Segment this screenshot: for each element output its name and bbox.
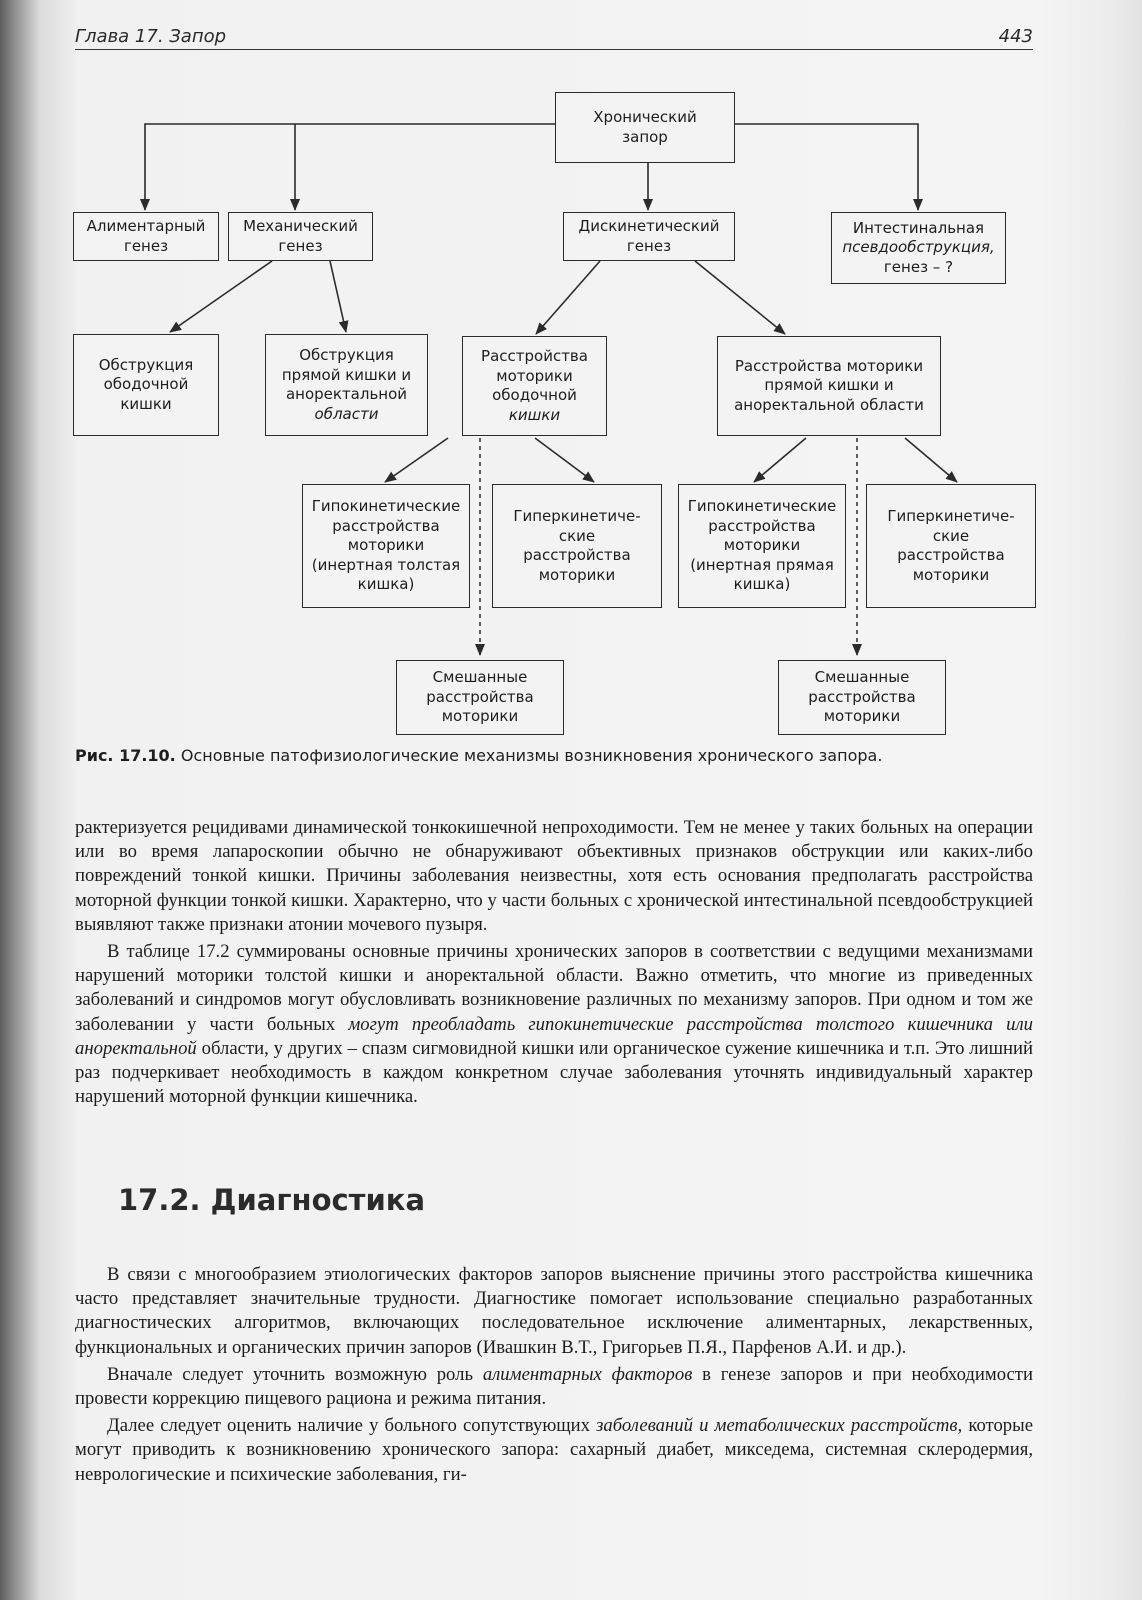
rectal-obstruction-italic: области: [314, 404, 379, 423]
body-text-lower: [75, 1263, 1033, 1487]
colon-motility-italic: кишки: [508, 405, 561, 424]
box-dyskinetic-genesis: Дискинетический генез: [563, 212, 735, 261]
colon-motility-text: Расстройства моторики ободочной: [481, 347, 588, 404]
intestinal-line-2: псевдообструкция,: [842, 238, 995, 257]
box-rectal-anorectal-motility: Расстройства моторики прямой кишки и аноректальной области: [717, 336, 941, 436]
section-heading: 17.2. Диагностика: [118, 1183, 426, 1217]
box-hypokinetic-rectum: Гипокинетические расстройства моторики (инертная прямая кишка): [678, 484, 846, 608]
box-hyperkinetic-colon: Гиперкинетиче- ские расстройства моторики: [492, 484, 662, 608]
box-chronic-constipation: Хронический запор: [555, 92, 735, 163]
paragraph-continuation: рактеризуется рецидивами динамической тонкокишечной непроходимости. Тем не менее у таких больных на операции или во время лапароскопии обычно не обнаруживают объективных признаков обструкции или каких-либо повреждений тонкой кишки. Причины заболевания неизвестны, хотя есть основания предполагать расстройства моторной функции тонкой кишки. Характерно, что у части больных с хронической интестинальной псевдообструкцией выявляют также признаки атонии мочевого пузыря.: [75, 817, 1033, 935]
box-intestinal-pseudoobstruction: [831, 212, 1006, 284]
rectal-obstruction-text: Обструкция прямой кишки и аноректальной: [281, 346, 412, 403]
box-colon-obstruction: Обструкция ободочной кишки: [73, 334, 219, 436]
box-mixed-disorders-right: Смешанные расстройства моторики: [778, 660, 946, 735]
paragraph-diagnostics-intro: В связи с многообразием этиологических факторов запоров выяснение причины этого расстройства кишечника часто представляет значительные трудности. Диагностике помогает использование специально разработанных диагностических алгоритмов, включающих последовательное исключение алиментарных, лекарственных, функциональных и органических причин запоров (Ивашкин В.Т., Григорьев П.Я., Парфенов А.И. и др.).: [75, 1264, 1033, 1358]
box-hyperkinetic-rectum: Гиперкинетиче- ские расстройства моторики: [866, 484, 1036, 608]
figure-caption-text: Основные патофизиологические механизмы возникновения хронического запора.: [175, 746, 883, 765]
intestinal-line-3: генез – ?: [883, 257, 954, 276]
pathophysiology-diagram: [0, 0, 1142, 740]
body-text-upper: [75, 816, 1033, 1109]
figure-caption: [75, 746, 1055, 765]
box-mechanical-genesis: Механический генез: [228, 212, 373, 261]
box-colon-motility-disorders: [462, 336, 607, 436]
box-hypokinetic-colon: Гипокинетические расстройства моторики (инертная толстая кишка): [302, 484, 470, 608]
page-number: 443: [998, 26, 1033, 47]
box-mixed-disorders-left: Смешанные расстройства моторики: [396, 660, 564, 735]
box-rectal-obstruction: [265, 334, 428, 436]
box-alimentary-genesis: Алиментарный генез: [73, 212, 219, 261]
figure-caption-label: Рис. 17.10.: [75, 746, 176, 765]
paragraph-comorbidities: Далее следует оценить наличие у больного сопутствующих заболеваний и метаболических расстройств, которые могут приводить к возникновению хронического запора: сахарный диабет, микседема, системная склеродермия, неврологические и психические заболевания, ги-: [75, 1415, 1034, 1485]
paragraph-alimentary-factors: Вначале следует уточнить возможную роль алиментарных факторов в генезе запоров и при необходимости провести коррекцию пищевого рациона и режима питания.: [75, 1363, 1033, 1410]
chapter-title: Глава 17. Запор: [75, 26, 227, 47]
intestinal-line-1: Интестинальная: [852, 218, 985, 237]
paragraph-table-summary: В таблице 17.2 суммированы основные причины хронических запоров в соответствии с ведущими механизмами нарушений моторики толстой кишки и аноректальной области. Важно отметить, что многие из приведенных заболеваний и синдромов могут обусловливать возникновение различных по механизму запоров. При одном и том же заболевании у части больных могут преобладать гипокинетические расстройства толстого кишечника или аноректальной области, у других – спазм сигмовидной кишки или органическое сужение кишечника и т.п. Это лишний раз подчеркивает необходимость в каждом конкретном случае заболевания уточнять индивидуальный характер нарушений моторной функции кишечника.: [75, 941, 1033, 1108]
